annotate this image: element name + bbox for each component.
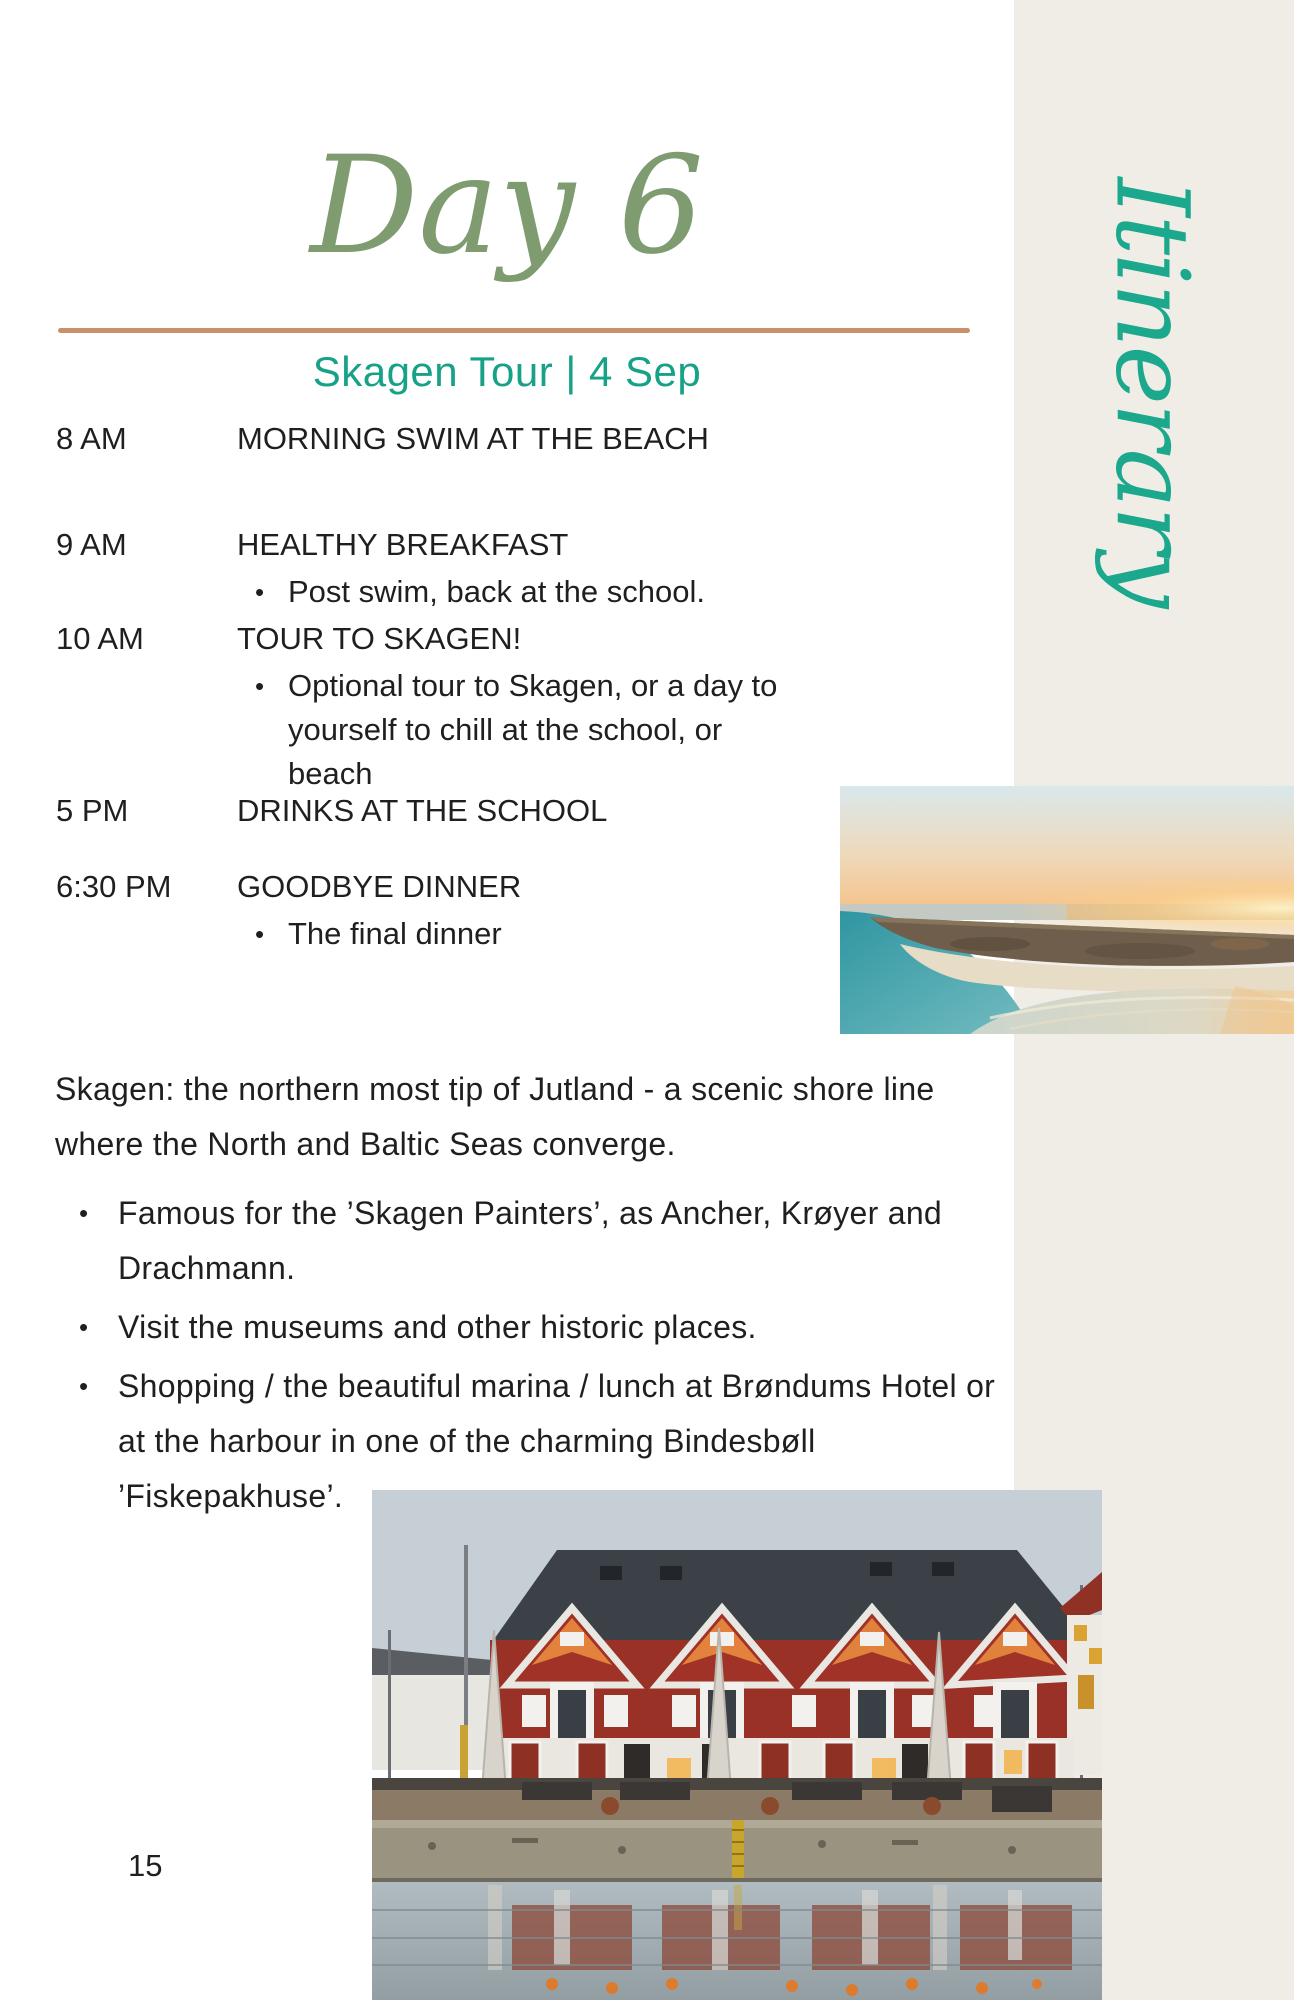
harbor-houses-photo-art [372,1490,1102,2000]
about-bullet: • Famous for the ’Skagen Painters’, as Ancher, Krøyer and Drachmann. [55,1186,998,1296]
schedule-time: 10 AM [56,621,144,656]
page-title: Day 6 [310,127,704,284]
page-number: 15 [128,1848,163,1883]
schedule-row [56,620,1006,796]
about-bullet: • Visit the museums and other historic places. [55,1300,998,1355]
schedule-title: MORNING SWIM AT THE BEACH [237,421,709,456]
schedule-time: 5 PM [56,793,129,828]
about-intro: Skagen: the northern most tip of Jutland - a scenic shore line where the North and Baltic Seas converge. [55,1071,935,1162]
schedule-row [56,420,1006,458]
page-subtitle: Skagen Tour | 4 Sep [312,348,702,395]
about-section [55,1062,1013,1528]
itinerary-vertical-label: Itinerary [1093,177,1211,607]
schedule-title: TOUR TO SKAGEN! [237,621,522,656]
schedule-bullet: • Optional tour to Skagen, or a day to yourself to chill at the school, or beach [237,664,797,796]
title-divider [58,328,970,333]
schedule-time: 8 AM [56,421,127,456]
harbor-houses-photo [372,1490,1102,2000]
beach-aerial-photo [840,786,1294,1034]
beach-aerial-photo-art [840,786,1294,1034]
schedule-bullet: • Post swim, back at the school. [237,570,797,614]
schedule-row [56,526,1006,614]
schedule-title: GOODBYE DINNER [237,869,522,904]
schedule-time: 9 AM [56,527,127,562]
schedule-bullet: • The final dinner [237,912,797,956]
schedule-time: 6:30 PM [56,869,172,904]
schedule-title: DRINKS AT THE SCHOOL [237,793,608,828]
about-bullet: • Shopping / the beautiful marina / lunch at Brøndums Hotel or at the harbour in one of the charming Bindesbøll ’Fiskepakhuse’. [55,1359,998,1524]
schedule-title: HEALTHY BREAKFAST [237,527,569,562]
